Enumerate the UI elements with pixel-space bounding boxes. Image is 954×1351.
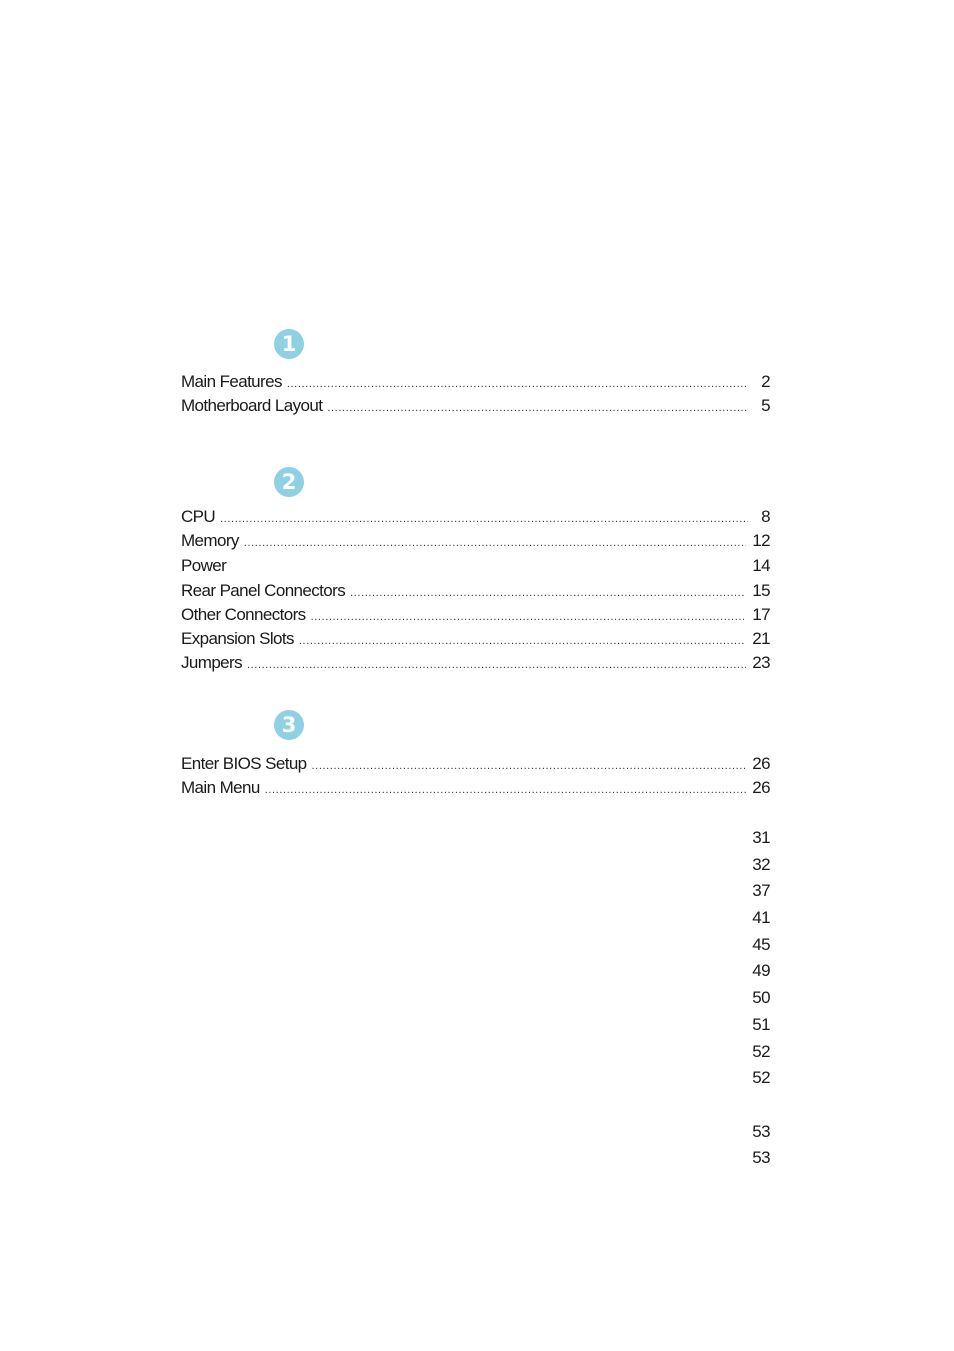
toc-page-number: 32	[752, 855, 770, 874]
toc-entry-title: Jumpers	[181, 653, 242, 672]
toc-leader-dots	[247, 659, 746, 671]
toc-entry-title: Other Connectors	[181, 605, 306, 624]
toc-entry-page: 26	[752, 754, 770, 773]
toc-leader-dots	[312, 760, 747, 772]
toc-entry-motherboard-layout[interactable]	[181, 396, 770, 418]
toc-entry-cpu[interactable]	[181, 507, 770, 529]
toc-entry-main-menu[interactable]	[181, 778, 770, 800]
toc-leader-dots	[287, 378, 748, 390]
toc-entry-title: Main Features	[181, 372, 282, 391]
toc-page-number: 49	[752, 961, 770, 980]
toc-leader-dots	[220, 513, 748, 525]
toc-leader-dots	[350, 587, 746, 599]
toc-page-number: 41	[752, 908, 770, 927]
toc-entry-title: Rear Panel Connectors	[181, 581, 346, 600]
toc-entry-page: 26	[752, 778, 770, 797]
toc-leader-dots	[265, 784, 747, 796]
toc-page-number: 53	[752, 1148, 770, 1167]
toc-entry-page: 14	[752, 556, 770, 575]
toc-page-number: 52	[752, 1042, 770, 1061]
toc-entry-page: 17	[752, 605, 770, 624]
toc-entry-power[interactable]	[181, 556, 770, 578]
toc-entry-title: CPU	[181, 507, 216, 526]
toc-entry-title: Power	[181, 556, 227, 575]
toc-entry-title: Expansion Slots	[181, 629, 294, 648]
toc-entry-page: 5	[761, 396, 770, 415]
toc-page-number: 51	[752, 1015, 770, 1034]
toc-entry-page: 2	[761, 372, 770, 391]
toc-entry-page: 23	[752, 653, 770, 672]
toc-page-number: 37	[752, 881, 770, 900]
toc-page-number: 50	[752, 988, 770, 1007]
toc-page-number: 31	[752, 828, 770, 847]
toc-entry-title: Enter BIOS Setup	[181, 754, 307, 773]
toc-leader-dots	[327, 402, 748, 414]
toc-entry-main-features[interactable]	[181, 372, 770, 394]
toc-entry-enter-bios-setup[interactable]	[181, 754, 770, 776]
toc-entry-title: Memory	[181, 531, 239, 550]
toc-page-number: 53	[752, 1122, 770, 1141]
toc-entry-page: 15	[752, 581, 770, 600]
toc-entry-rear-panel-connectors[interactable]	[181, 581, 770, 603]
toc-leader-dots	[311, 611, 747, 623]
toc-entry-jumpers[interactable]	[181, 653, 770, 675]
toc-leader-dots	[299, 635, 746, 647]
chapter-2-badge: 2	[274, 467, 304, 497]
chapter-3-badge: 3	[274, 710, 304, 740]
toc-entry-page: 8	[761, 507, 770, 526]
toc-page-number: 45	[752, 935, 770, 954]
toc-entry-memory[interactable]	[181, 531, 770, 553]
toc-leader-dots	[244, 537, 746, 549]
toc-page-number: 52	[752, 1068, 770, 1087]
toc-entry-title: Main Menu	[181, 778, 260, 797]
chapter-1-badge: 1	[274, 329, 304, 359]
toc-entry-title: Motherboard Layout	[181, 396, 323, 415]
toc-entry-other-connectors[interactable]	[181, 605, 770, 627]
toc-entry-expansion-slots[interactable]	[181, 629, 770, 651]
toc-entry-page: 21	[752, 629, 770, 648]
toc-entry-page: 12	[752, 531, 770, 550]
